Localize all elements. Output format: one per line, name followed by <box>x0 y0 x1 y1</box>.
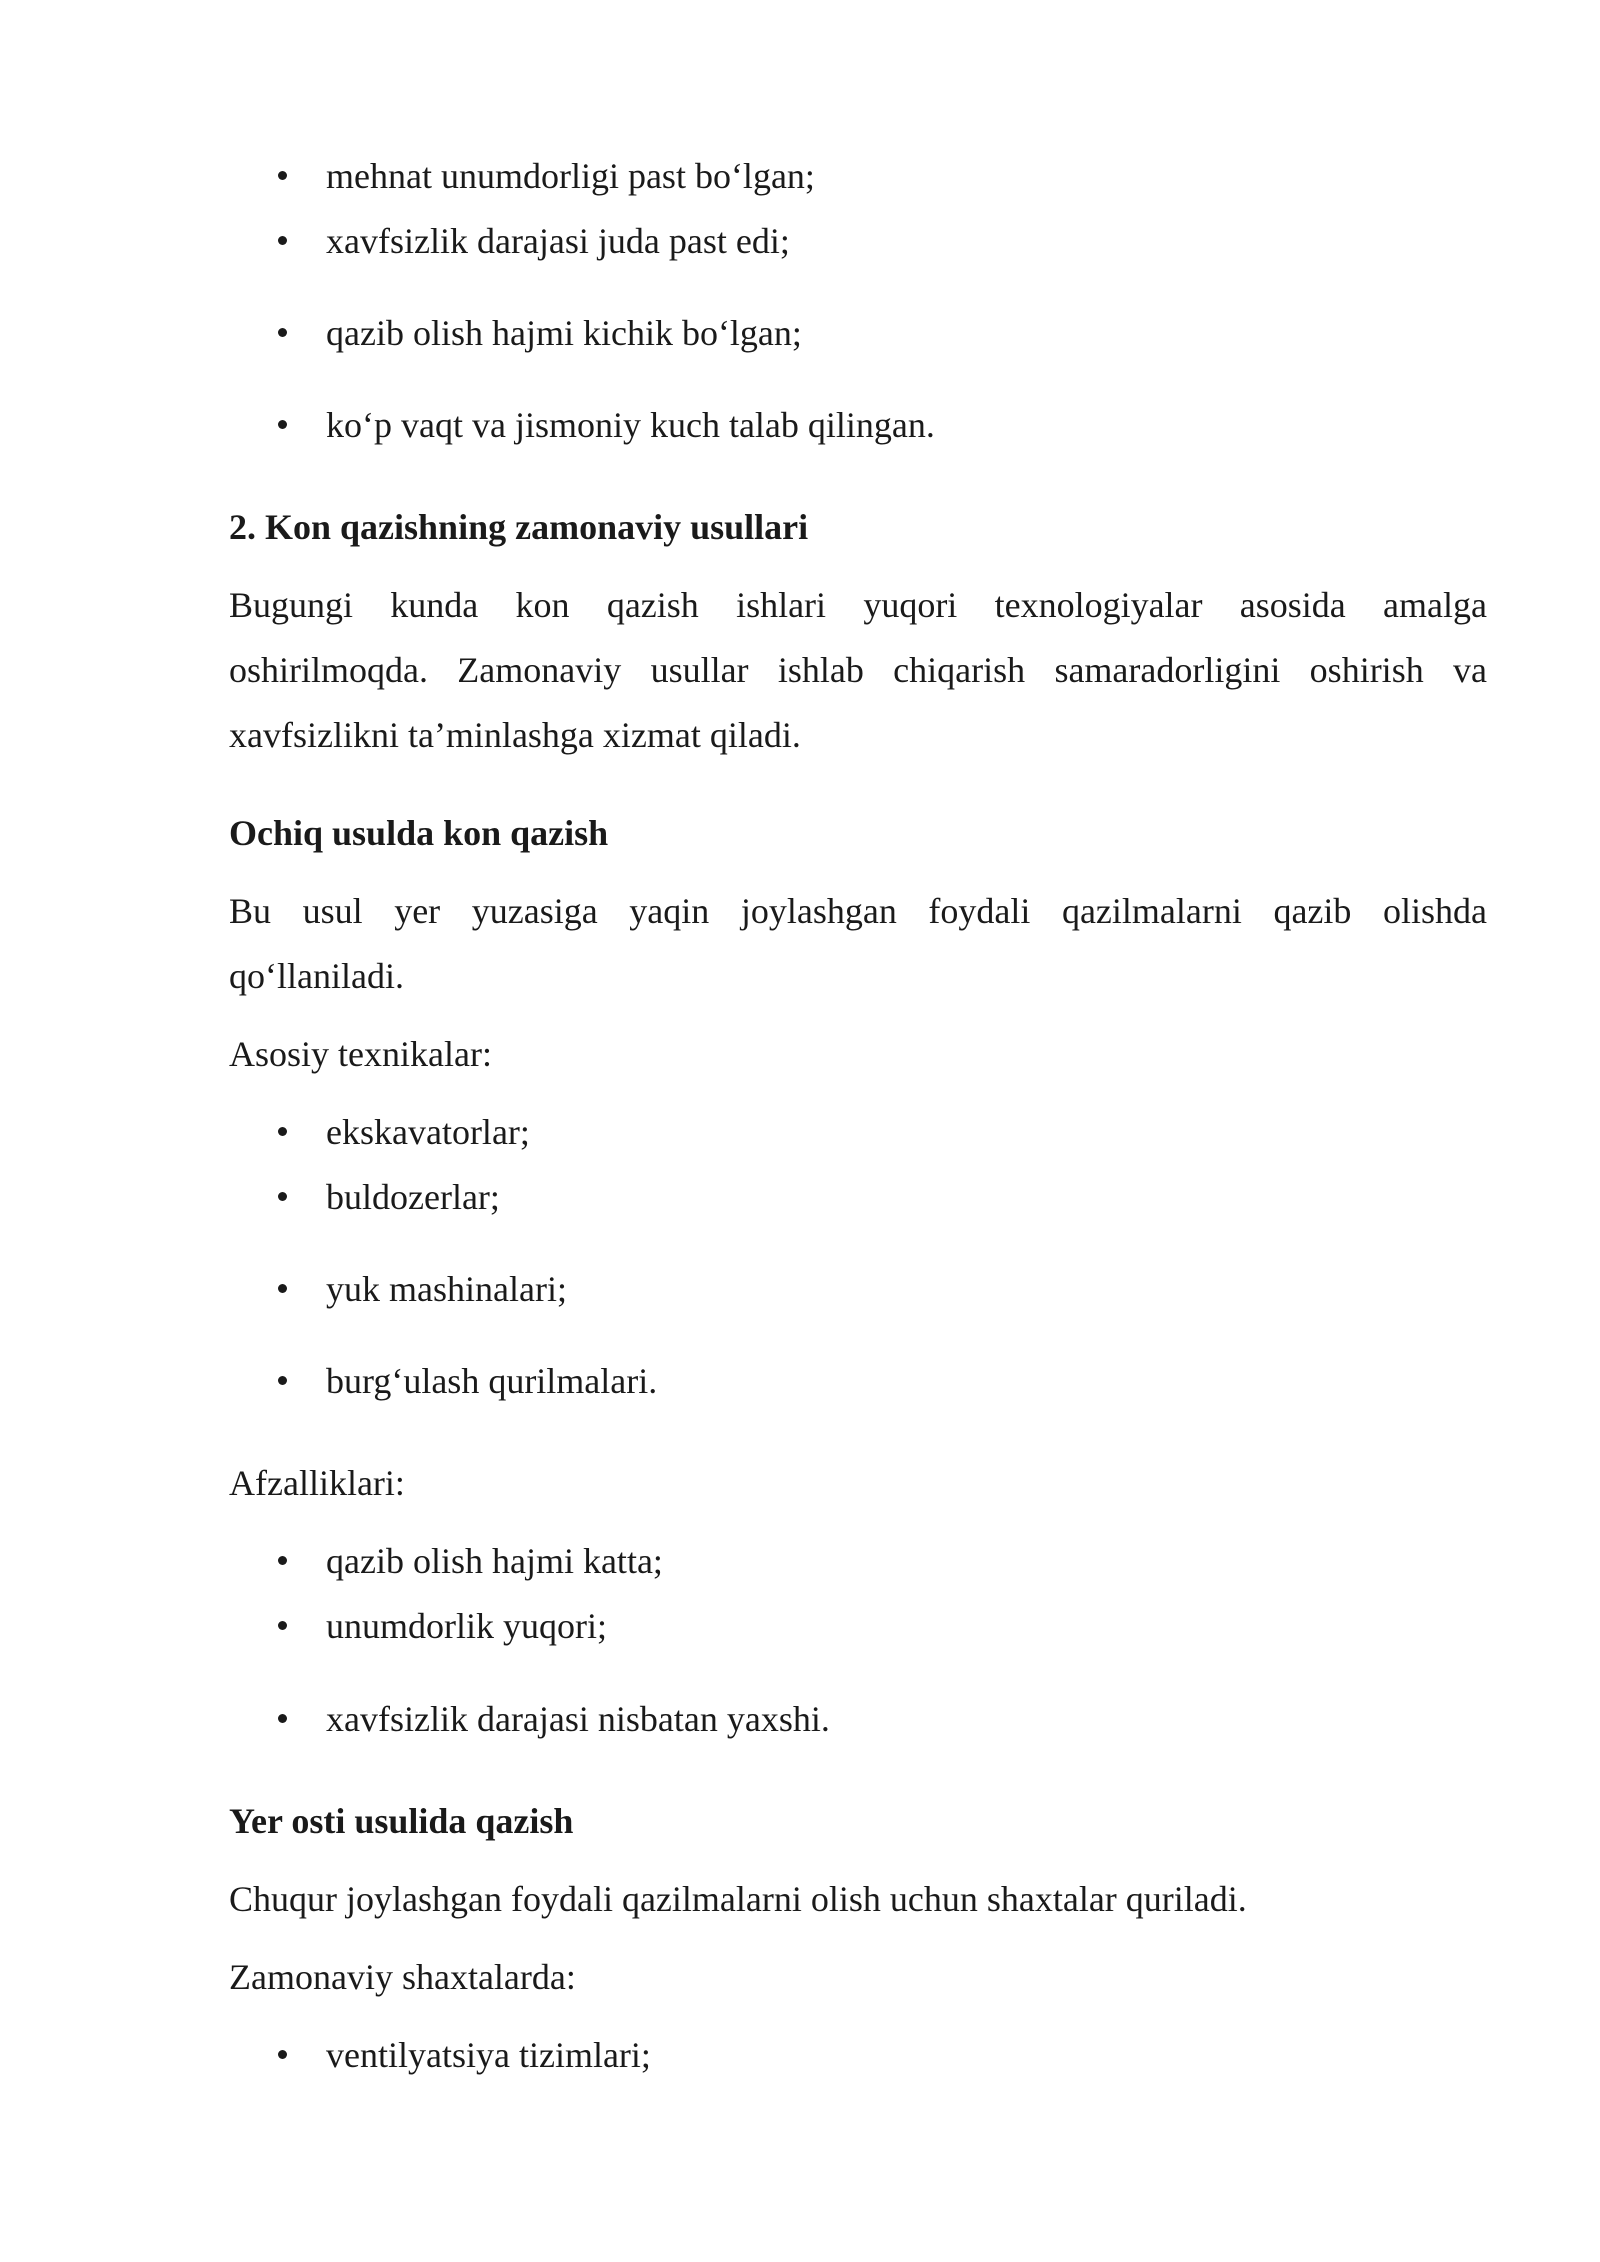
list-item <box>0 1175 1600 1219</box>
paragraph-line: qo‘llaniladi. <box>229 956 404 996</box>
list-item-text: qazib olish hajmi kichik bo‘lgan; <box>326 313 802 353</box>
subsection-heading: Ochiq usulda kon qazish <box>229 813 609 853</box>
paragraph-line: Chuqur joylashgan foydali qazilmalarni olish uchun shaxtalar quriladi. <box>229 1879 1247 1919</box>
bullet-icon <box>278 1621 287 1630</box>
bullet-icon <box>278 328 287 337</box>
list-item <box>0 1604 1600 1648</box>
bullet-icon <box>278 236 287 245</box>
list-item <box>0 311 1600 355</box>
bullet-icon <box>278 1284 287 1293</box>
list-item-text: burg‘ulash qurilmalari. <box>326 1361 658 1401</box>
paragraph-line: oshirilmoqda. Zamonaviy usullar ishlab chiqarish samaradorligini oshirish va <box>229 650 1487 690</box>
list-item-text: yuk mashinalari; <box>326 1269 567 1309</box>
list-item <box>0 403 1600 447</box>
bullet-icon <box>278 1192 287 1201</box>
bullet-icon <box>278 1376 287 1385</box>
subsection-heading: Yer osti usulida qazish <box>229 1801 574 1841</box>
list-item <box>0 1267 1600 1311</box>
list-item-text: qazib olish hajmi katta; <box>326 1541 663 1581</box>
bullet-icon <box>278 1714 287 1723</box>
bullet-icon <box>278 1556 287 1565</box>
list-item-text: mehnat unumdorligi past bo‘lgan; <box>326 156 815 196</box>
section-heading: 2. Kon qazishning zamonaviy usullari <box>229 507 809 547</box>
paragraph-line: xavfsizlikni ta’minlashga xizmat qiladi. <box>229 715 801 755</box>
list-item <box>0 2033 1600 2077</box>
bullet-icon <box>278 1127 287 1136</box>
list-item <box>0 1359 1600 1403</box>
bullet-icon <box>278 420 287 429</box>
list-item-text: ekskavatorlar; <box>326 1112 530 1152</box>
list-item-text: xavfsizlik darajasi juda past edi; <box>326 221 790 261</box>
list-item-text: xavfsizlik darajasi nisbatan yaxshi. <box>326 1699 830 1739</box>
list-item <box>0 1697 1600 1741</box>
paragraph-line: Bugungi kunda kon qazish ishlari yuqori texnologiyalar asosida amalga <box>229 585 1487 625</box>
list-item-text: buldozerlar; <box>326 1177 500 1217</box>
paragraph-line: Bu usul yer yuzasiga yaqin joylashgan foydali qazilmalarni qazib olishda <box>229 891 1487 931</box>
list-item <box>0 1539 1600 1583</box>
list-item-text: unumdorlik yuqori; <box>326 1606 607 1646</box>
list-item <box>0 154 1600 198</box>
equipment-label: Asosiy texnikalar: <box>229 1034 492 1074</box>
list-item-text: ventilyatsiya tizimlari; <box>326 2035 651 2075</box>
advantages-label: Afzalliklari: <box>229 1463 405 1503</box>
bullet-icon <box>278 2050 287 2059</box>
list-item <box>0 219 1600 263</box>
modern-shafts-label: Zamonaviy shaxtalarda: <box>229 1957 576 1997</box>
bullet-icon <box>278 171 287 180</box>
list-item-text: ko‘p vaqt va jismoniy kuch talab qilingan. <box>326 405 935 445</box>
list-item <box>0 1110 1600 1154</box>
